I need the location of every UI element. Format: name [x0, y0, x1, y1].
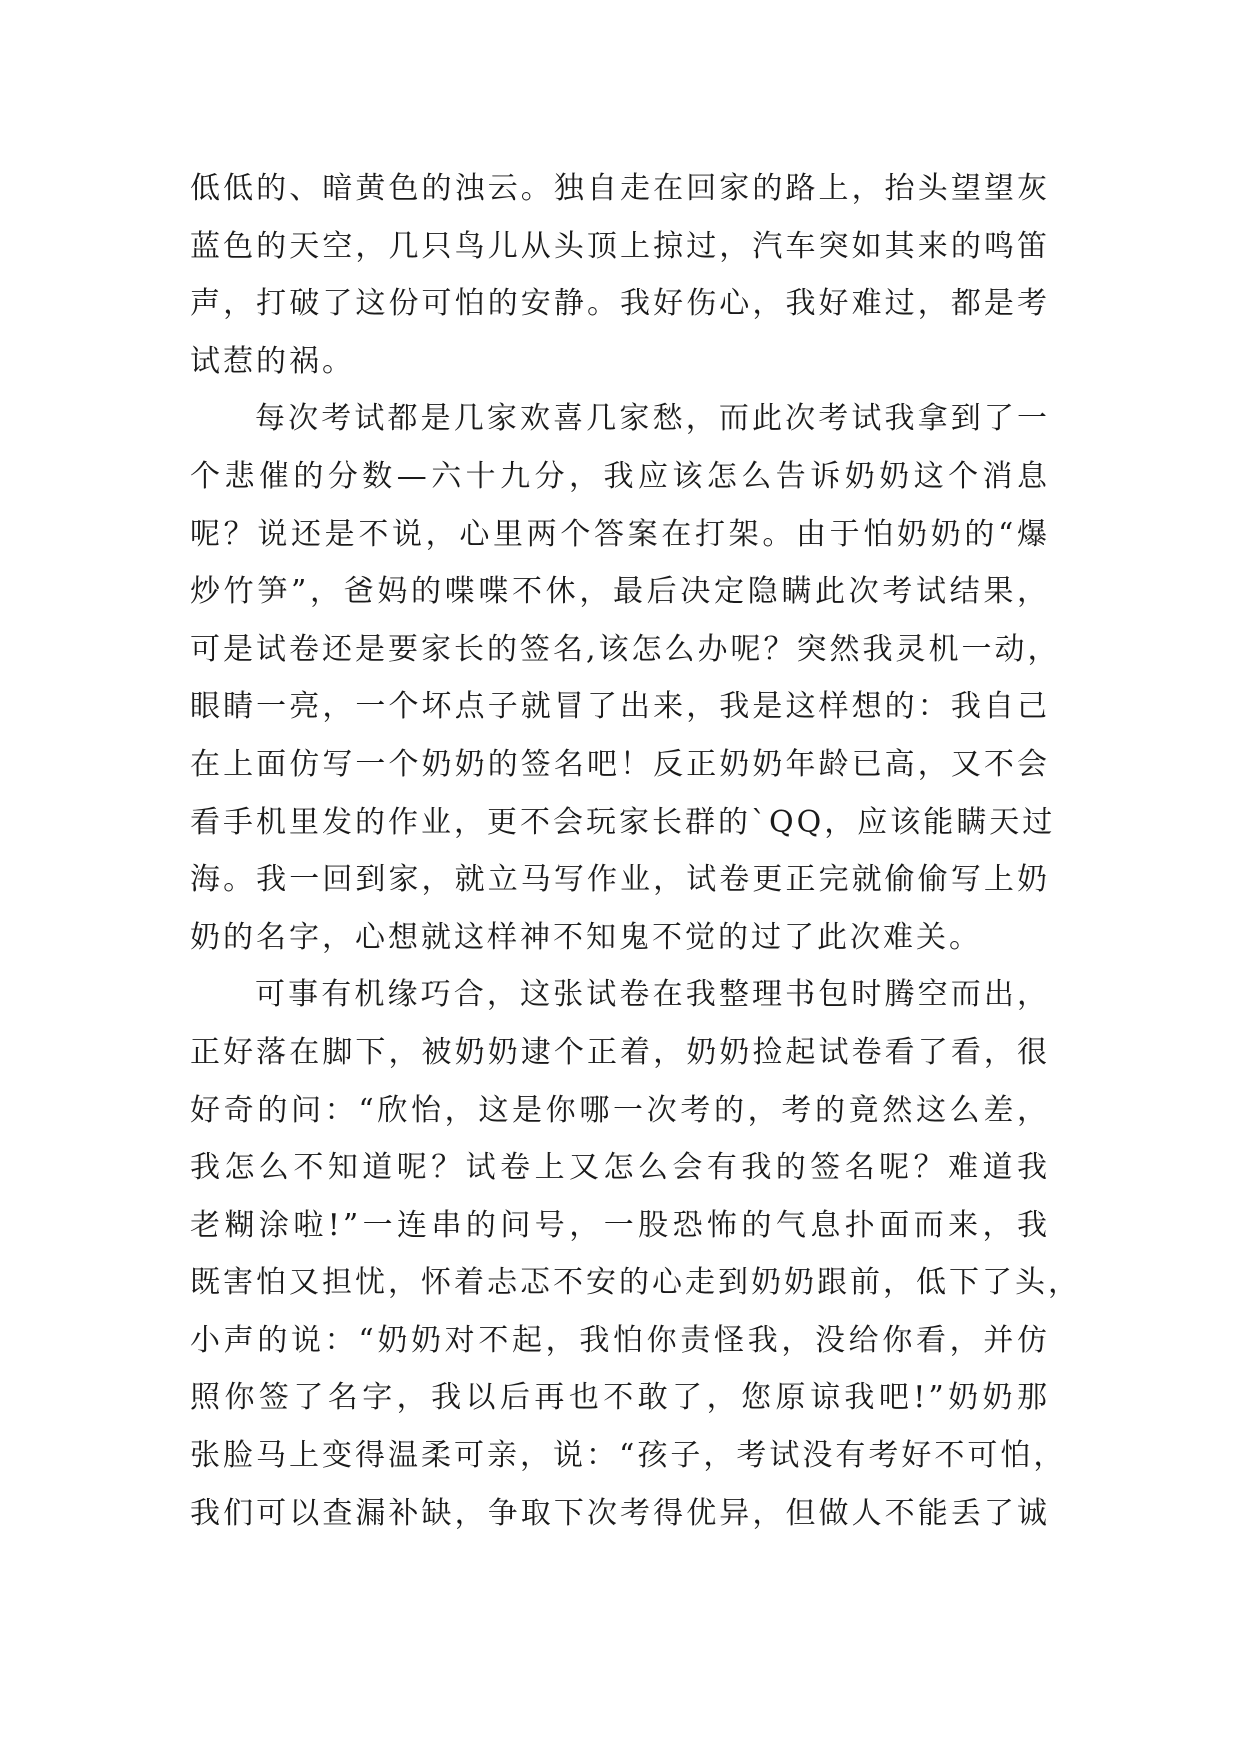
- text-line: 小声的说：“奶奶对不起，我怕你责怪我，没给你看，并仿: [190, 1322, 1050, 1358]
- text-line: 我们可以查漏补缺，争取下次考得优异，但做人不能丢了诚: [190, 1495, 1050, 1531]
- text-line: 个悲催的分数—六十九分，我应该怎么告诉奶奶这个消息: [190, 458, 1050, 494]
- text-line: 我怎么不知道呢？试卷上又怎么会有我的签名呢？难道我: [190, 1150, 1050, 1186]
- text-line: 好奇的问：“欣怡，这是你哪一次考的，考的竟然这么差，: [190, 1092, 1050, 1128]
- text-line: 可是试卷还是要家长的签名,该怎么办呢？突然我灵机一动，: [190, 631, 1061, 667]
- document-body: [190, 160, 1081, 1542]
- text-line: 既害怕又担忧，怀着忐忑不安的心走到奶奶跟前，低下了头，: [190, 1265, 1081, 1301]
- text-line: 蓝色的天空，几只鸟儿从头顶上掠过，汽车突如其来的鸣笛: [190, 228, 1050, 264]
- paragraph-start-line: 可事有机缘巧合，这张试卷在我整理书包时腾空而出，: [255, 977, 1050, 1013]
- text-line: 炒竹笋”，爸妈的喋喋不休，最后决定隐瞒此次考试结果，: [190, 574, 1050, 610]
- paragraph-start-line: 每次考试都是几家欢喜几家愁，而此次考试我拿到了一: [255, 401, 1050, 437]
- text-line: 奶的名字，心想就这样神不知鬼不觉的过了此次难关。: [190, 919, 982, 955]
- text-line: 低低的、暗黄色的浊云。独自走在回家的路上，抬头望望灰: [190, 171, 1050, 206]
- text-line: 呢？说还是不说，心里两个答案在打架。由于怕奶奶的“爆: [190, 516, 1050, 552]
- text-line: 眼睛一亮，一个坏点子就冒了出来，我是这样想的：我自己: [190, 689, 1050, 725]
- text-line: 试惹的祸。: [190, 343, 355, 379]
- text-line: 海。我一回到家，就立马写作业，试卷更正完就偷偷写上奶: [190, 862, 1050, 898]
- text-line: 老糊涂啦!”一连串的问号，一股恐怖的气息扑面而来，我: [190, 1207, 1050, 1243]
- text-line: 照你签了名字，我以后再也不敢了，您原谅我吧!”奶奶那: [190, 1380, 1050, 1416]
- text-line: 在上面仿写一个奶奶的签名吧！反正奶奶年龄已高，又不会: [190, 746, 1050, 782]
- text-line: 正好落在脚下，被奶奶逮个正着，奶奶捡起试卷看了看，很: [190, 1034, 1050, 1070]
- text-line: 声，打破了这份可怕的安静。我好伤心，我好难过，都是考: [190, 286, 1050, 322]
- text-line: 看手机里发的作业，更不会玩家长群的`QQ，应该能瞒天过: [190, 804, 1056, 840]
- text-line: 张脸马上变得温柔可亲，说：“孩子，考试没有考好不可怕，: [190, 1438, 1067, 1474]
